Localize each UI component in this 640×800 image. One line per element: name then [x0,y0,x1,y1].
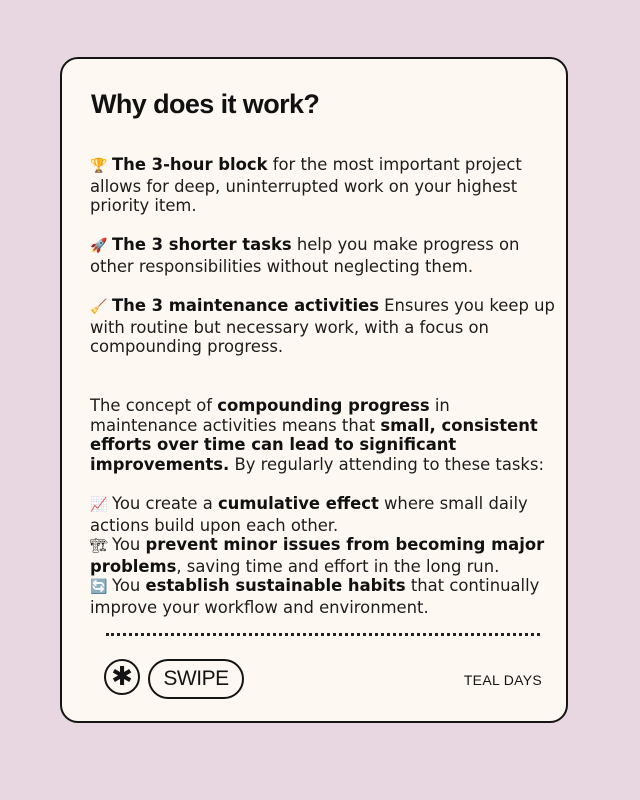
concept-paragraph: The concept of compounding progress in maintenance activities means that small, consistent efforts over time can lead to significant improvements. By regularly attending to these tasks: [90,395,544,474]
brand-label: TEAL DAYS [463,672,542,688]
crane-icon: 🏗 [90,538,108,555]
trophy-icon: 🏆 [90,158,108,174]
swipe-button[interactable]: SWIPE [148,659,244,699]
repeat-arrows-icon: 🔄 [90,579,108,596]
rocket-icon: 🚀 [90,238,108,255]
point-maintenance-activities: 🧹 The 3 maintenance activities Ensures you keep up with routine but necessary work, with a focus on compounding progress. [90,296,555,357]
broom-icon: 🧹 [90,299,108,316]
bullet-cumulative-effect: 📈 You create a cumulative effect where small daily actions build upon each other. [90,493,528,535]
dotted-divider [106,633,540,636]
bullet-prevent-issues: 🏗 You prevent minor issues from becoming major problems, saving time and effort in the long run. [90,535,545,576]
chart-increasing-icon: 📈 [90,496,108,513]
card-body [90,155,560,617]
content-card [60,57,568,723]
page-title: Why does it work? [91,89,320,119]
asterisk-button[interactable] [104,659,140,695]
point-shorter-tasks: 🚀 The 3 shorter tasks help you make progress on other responsibilities without neglecting them. [90,235,520,276]
bullet-sustainable-habits: 🔄 You establish sustainable habits that continually improve your workflow and environment. [90,576,540,617]
asterisk-icon: ✱ [111,662,133,692]
point-3-hour-block: 🏆 The 3-hour block for the most important project allows for deep, uninterrupted work on your highest priority item. [90,155,522,216]
